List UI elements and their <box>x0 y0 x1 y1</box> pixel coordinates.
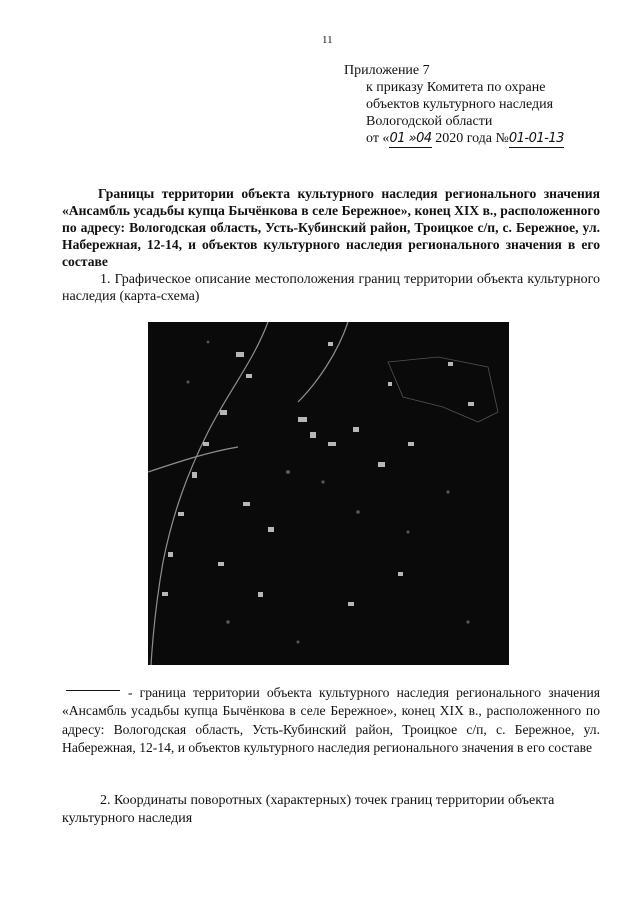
appendix-header <box>340 62 564 148</box>
page-number: 11 <box>322 34 333 46</box>
appendix-region-line: Вологодской области <box>366 114 493 129</box>
legend-text: - граница территории объекта культурного наследия регионального значения «Ансамбль усадьбы купца Бычёнкова в селе Бережное», конец XIX в., расположенного по адресу: Вологодская область, Усть-Кубинский район, Троицкое с/п, с. Бережное, ул. Набережная, 12-14, и объектов культурного наследия регионального значения в его составе <box>62 685 600 756</box>
section-1-heading: 1. Графическое описание местоположения границ территории объекта культурного наследия (карта-схема) <box>62 272 600 304</box>
appendix-title: Приложение 7 <box>344 63 430 78</box>
date-prefix: от « <box>366 131 390 146</box>
document-title: Границы территории объекта культурного наследия регионального значения «Ансамбль усадьбы купца Бычёнкова в селе Бережное», конец XIX в., расположенного по адресу: Вологодская область, Усть-Кубинский район, Троицкое с/п, с. Бережное, ул. Набережная, 12-14, и объектов культурного наследия регионального значения в его составе <box>62 186 600 269</box>
satellite-map <box>148 322 509 665</box>
handwritten-date: 01 »04 <box>389 131 432 146</box>
site-map-image <box>148 322 509 665</box>
date-year: 2020 года № <box>431 131 509 146</box>
appendix-order-line: к приказу Комитета по охране <box>366 80 546 95</box>
handwritten-number: 01-01-13 <box>508 131 564 146</box>
appendix-committee-line: объектов культурного наследия <box>366 97 554 112</box>
appendix-date-line <box>340 130 564 148</box>
section-2-heading: 2. Координаты поворотных (характерных) точек границ территории объекта культурного наследия <box>62 793 555 826</box>
